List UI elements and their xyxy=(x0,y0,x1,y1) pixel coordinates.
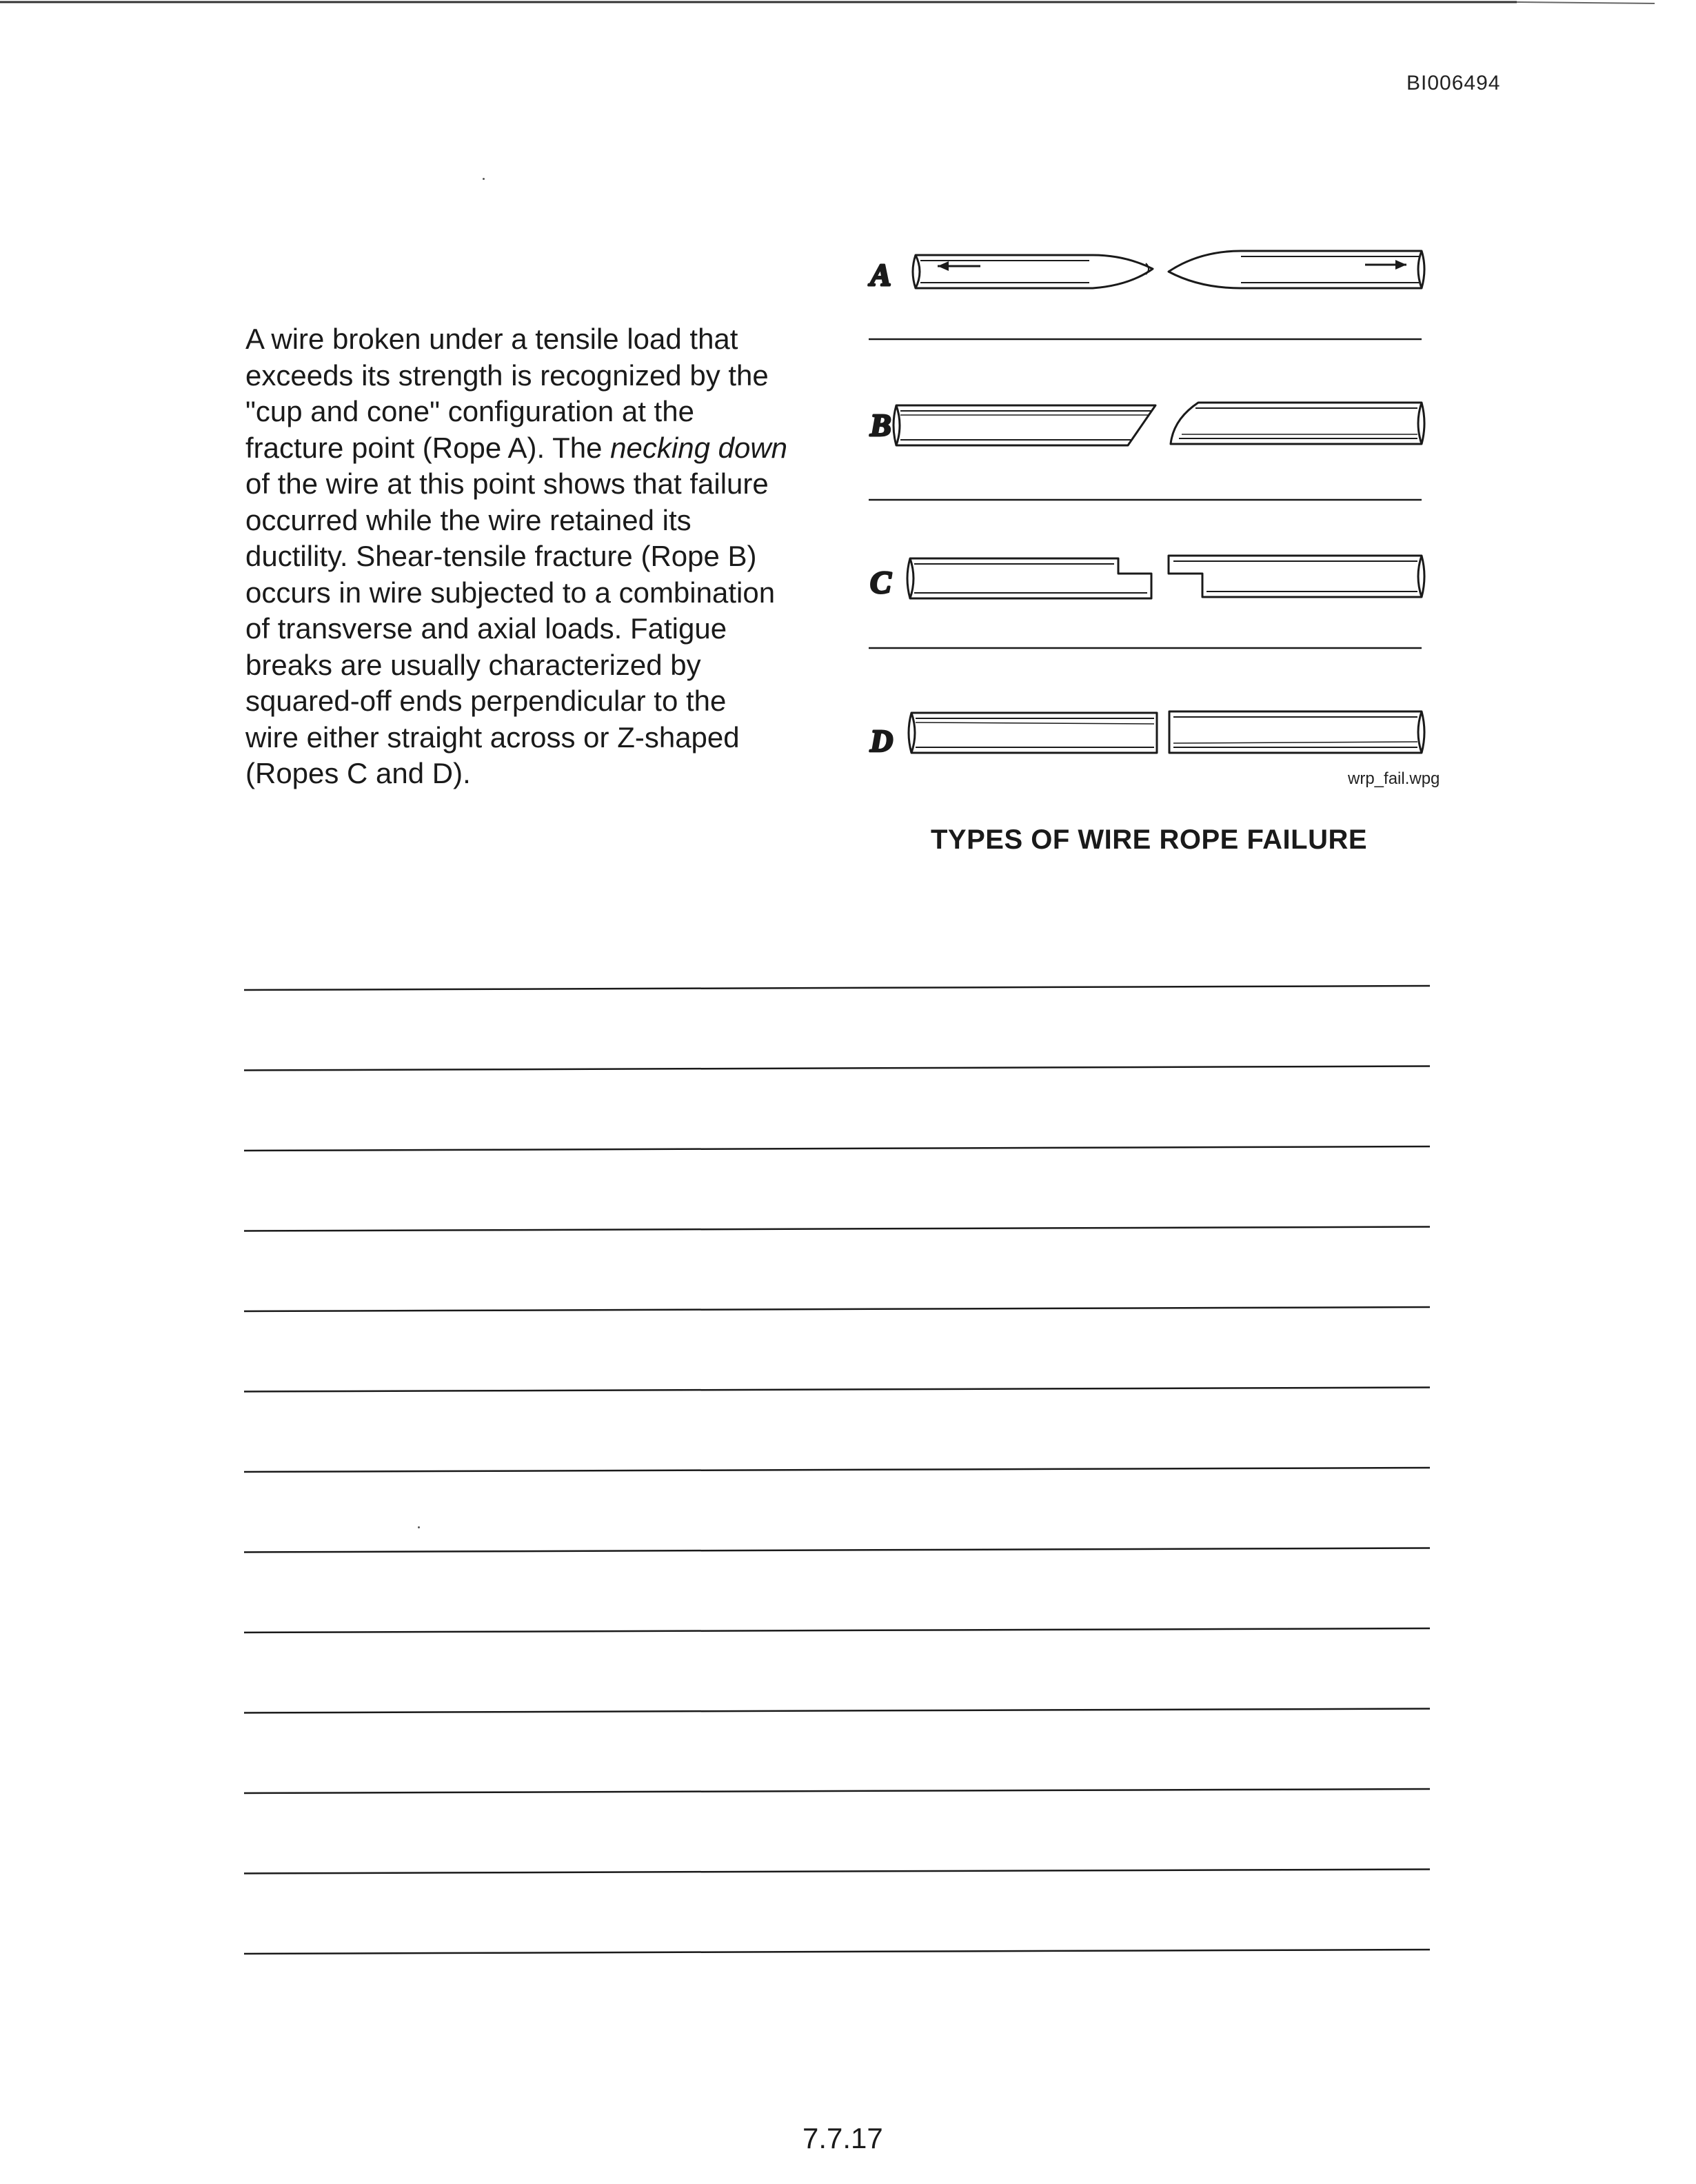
body-line: exceeds its strength is recognized by the xyxy=(245,358,769,392)
body-line: of the wire at this point shows that failure xyxy=(245,467,769,500)
note-line xyxy=(244,1066,1430,1071)
scan-top-edge xyxy=(0,0,1696,10)
body-line: of transverse and axial loads. Fatigue xyxy=(245,612,727,645)
document-id: BI006494 xyxy=(1406,72,1501,94)
note-line xyxy=(244,1388,1430,1392)
note-line xyxy=(244,1548,1430,1553)
body-line: "cup and cone" configuration at the xyxy=(245,395,694,427)
note-line xyxy=(244,1307,1430,1311)
scan-speck xyxy=(483,178,485,180)
rope-b-letter: B xyxy=(870,407,891,443)
body-line: occurred while the wire retained its xyxy=(245,503,691,536)
rope-d-illustration xyxy=(869,711,1424,758)
note-line xyxy=(244,1468,1430,1472)
rope-c-illustration xyxy=(870,556,1424,600)
rope-a-letter: A xyxy=(870,257,891,292)
wire-rope-failure-figure xyxy=(855,234,1475,800)
note-line xyxy=(244,1789,1430,1793)
rope-d-letter: D xyxy=(870,723,894,758)
body-line: occurs in wire subjected to a combination xyxy=(245,576,776,609)
rope-b-illustration xyxy=(869,403,1424,445)
note-line xyxy=(244,1628,1430,1632)
body-paragraph xyxy=(245,321,866,792)
note-line xyxy=(244,986,1430,990)
note-line xyxy=(244,1146,1430,1151)
body-line: breaks are usually characterized by xyxy=(245,648,701,681)
page-number: 7.7.17 xyxy=(802,2122,883,2154)
necking-down-term: necking down xyxy=(610,431,788,464)
note-line xyxy=(244,1709,1430,1713)
body-line xyxy=(245,430,866,467)
body-line-text: fracture point (Rope A). The xyxy=(245,431,611,464)
note-lines xyxy=(244,965,1451,1999)
figure-filename: wrp_fail.wpg xyxy=(1348,769,1440,788)
note-line xyxy=(244,1950,1430,1954)
body-line: ductility. Shear-tensile fracture (Rope B) xyxy=(245,540,757,572)
rope-a-illustration xyxy=(868,251,1424,292)
body-line: squared-off ends perpendicular to the xyxy=(245,685,727,717)
body-line: wire either straight across or Z-shaped xyxy=(245,720,740,754)
note-line xyxy=(244,1227,1430,1231)
body-line: A wire broken under a tensile load that xyxy=(245,323,738,355)
figure-caption: TYPES OF WIRE ROPE FAILURE xyxy=(931,825,1368,855)
rope-c-letter: C xyxy=(870,565,891,600)
note-line xyxy=(244,1870,1430,1874)
body-line: (Ropes C and D). xyxy=(245,757,471,789)
